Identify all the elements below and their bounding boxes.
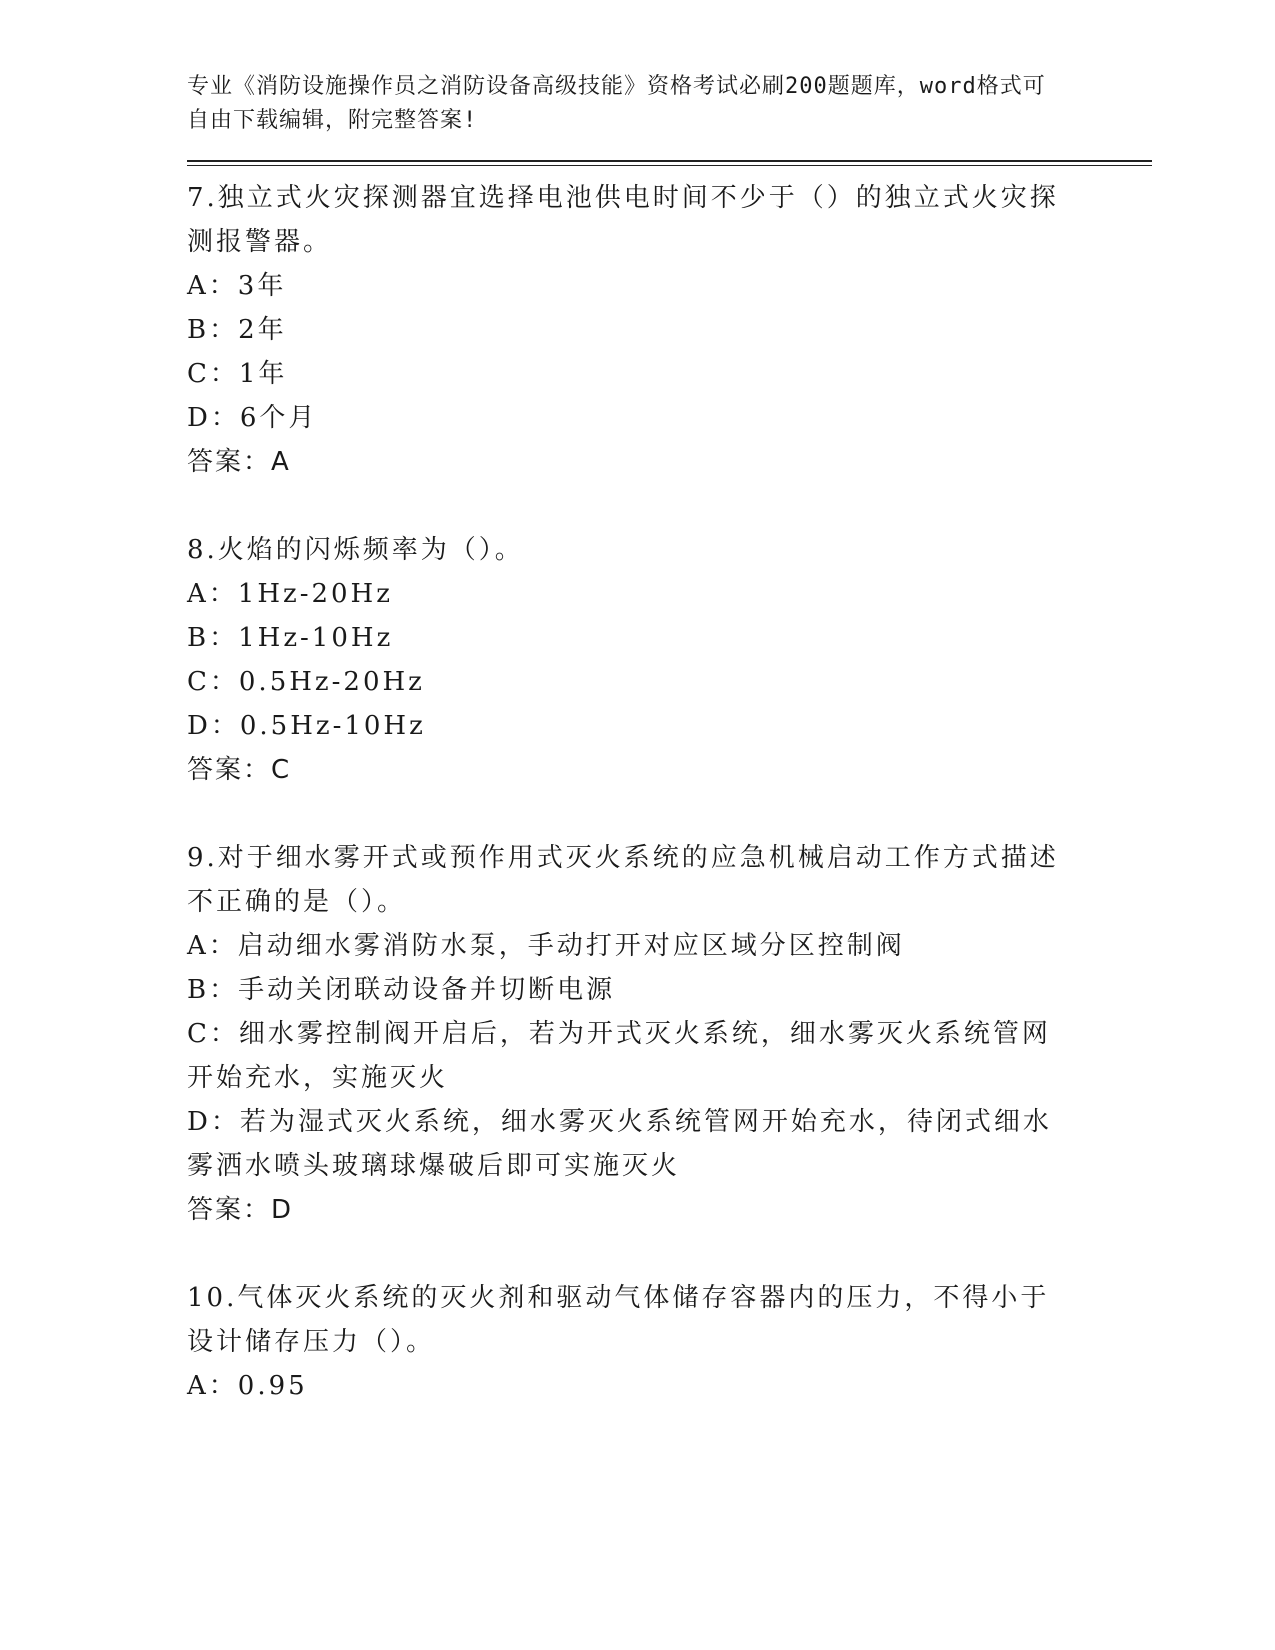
option-d: D：6个月 xyxy=(187,403,318,433)
option-a: A：启动细水雾消防水泵，手动打开对应区域分区控制阀 xyxy=(187,931,905,961)
question-8 xyxy=(187,528,1087,792)
option-d: D：若为湿式灭火系统，细水雾灭火系统管网开始充水，待闭式细水雾洒水喷头玻璃球爆破后即可实施灭火 xyxy=(187,1107,1052,1181)
answer-line: 答案：C xyxy=(187,755,292,785)
option-b: B：2年 xyxy=(187,315,287,345)
question-7 xyxy=(187,176,1087,484)
question-list xyxy=(187,176,1087,1408)
document-page xyxy=(187,70,1087,1408)
option-c: C：1年 xyxy=(187,359,288,389)
option-c: C：0.5Hz-20Hz xyxy=(187,667,425,697)
option-c: C：细水雾控制阀开启后，若为开式灭火系统，细水雾灭火系统管网开始充水，实施灭火 xyxy=(187,1019,1051,1093)
question-stem: 10.气体灭火系统的灭火剂和驱动气体储存容器内的压力，不得小于设计储存压力（）。 xyxy=(187,1283,1050,1357)
answer-line: 答案：D xyxy=(187,1195,294,1225)
option-b: B：1Hz-10Hz xyxy=(187,623,394,653)
question-stem: 7.独立式火灾探测器宜选择电池供电时间不少于（）的独立式火灾探测报警器。 xyxy=(187,183,1059,257)
option-a: A：0.95 xyxy=(187,1371,308,1401)
question-stem: 8.火焰的闪烁频率为（）。 xyxy=(187,535,524,565)
question-9 xyxy=(187,836,1087,1232)
header-divider xyxy=(187,160,1152,166)
question-stem: 9.对于细水雾开式或预作用式灭火系统的应急机械启动工作方式描述不正确的是（）。 xyxy=(187,843,1059,917)
option-a: A：3年 xyxy=(187,271,287,301)
question-10 xyxy=(187,1276,1087,1408)
document-header: 专业《消防设施操作员之消防设备高级技能》资格考试必刷200题题库，word格式可自由下载编辑，附完整答案! xyxy=(187,74,1046,133)
option-d: D：0.5Hz-10Hz xyxy=(187,711,426,741)
option-a: A：1Hz-20Hz xyxy=(187,579,393,609)
option-b: B：手动关闭联动设备并切断电源 xyxy=(187,975,616,1005)
answer-line: 答案：A xyxy=(187,447,291,477)
